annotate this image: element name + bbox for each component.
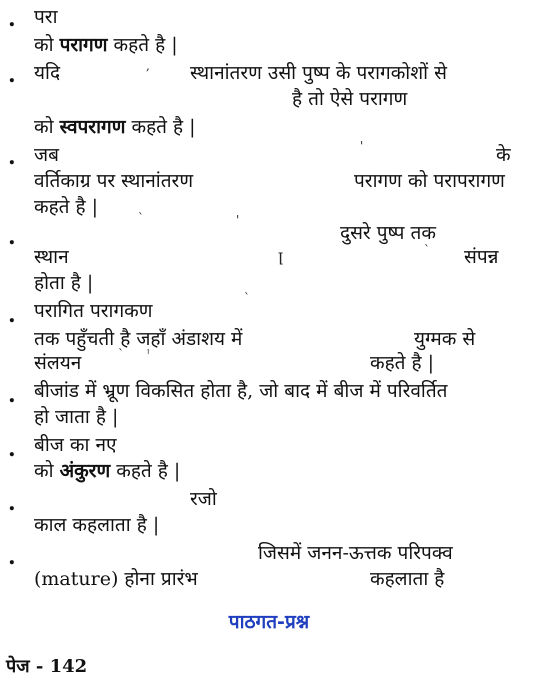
stray-mark: ` [118, 347, 124, 361]
text-fragment: दुसरे पुष्प तक [340, 222, 436, 244]
text-line [496, 143, 511, 167]
text-fragment: काल कहलाता है | [34, 514, 160, 536]
text-fragment: कहते है | [107, 34, 178, 56]
text-line [34, 33, 178, 57]
text-fragment: रजो [190, 488, 217, 510]
text-fragment: को [34, 116, 60, 138]
text-line [370, 567, 444, 591]
bullet: . [8, 490, 16, 516]
text-line [34, 459, 180, 483]
text-fragment: परागण को परापरागण [354, 170, 505, 192]
text-fragment: संलयन [34, 352, 82, 374]
stray-mark: ꞁ [278, 246, 284, 265]
text-fragment: कहलाता है [370, 568, 445, 590]
text-fragment: बीज का नए [34, 434, 117, 456]
stray-mark: ` [424, 243, 430, 257]
text-line [34, 351, 81, 375]
text-line [34, 433, 117, 457]
text-line [34, 245, 69, 269]
text-fragment: को [34, 460, 60, 482]
text-line [34, 271, 93, 295]
text-fragment: युग्मक से [414, 328, 476, 350]
text-fragment: कहते है | [125, 116, 196, 138]
bullet: . [8, 224, 16, 250]
text-fragment: के [496, 144, 511, 166]
text-fragment: (mature) होना प्रारंभ [34, 568, 198, 590]
text-fragment: जिसमें जनन-ऊत्तक परिपक्व [258, 542, 453, 564]
bullet: . [8, 436, 16, 462]
text-line [370, 351, 434, 375]
text-fragment: कहते है | [370, 352, 435, 374]
text-fragment: कहते है | [34, 196, 99, 218]
text-line [34, 513, 159, 537]
text-line [258, 541, 453, 565]
text-fragment: होता है | [34, 272, 94, 294]
bullet: . [8, 302, 16, 328]
text-line [34, 143, 59, 167]
text-line [190, 487, 217, 511]
text-fragment: स्थान [34, 246, 69, 268]
text-fragment: परागित परागकण [34, 300, 153, 322]
bullet: . [8, 544, 16, 570]
text-line [190, 61, 447, 85]
bullet: . [8, 144, 16, 170]
text-fragment: को [34, 34, 60, 56]
text-fragment: यदि [34, 62, 61, 84]
text-line [34, 115, 196, 139]
section-heading: पाठगत-प्रश्न [228, 611, 310, 633]
text-line [292, 87, 407, 111]
page-number: पेज - 142 [6, 656, 88, 677]
text-line [354, 169, 505, 193]
text-fragment: तक पहुँचती है जहाँ अंडाशय में [34, 328, 243, 350]
text-fragment: परा [34, 6, 58, 28]
text-line [34, 299, 152, 323]
text-line [34, 327, 242, 351]
bold-term: परागण [59, 34, 108, 56]
text-line [464, 245, 498, 269]
bold-term: अंकुरण [59, 460, 111, 482]
text-fragment: हो जाता है | [34, 406, 119, 428]
bullet: . [8, 6, 16, 32]
stray-mark: ' [360, 139, 364, 153]
bullet: . [8, 62, 16, 88]
text-fragment: कहते है | [110, 460, 181, 482]
text-line [34, 169, 193, 193]
text-line [414, 327, 475, 351]
text-fragment: स्थानांतरण उसी पुष्प के परागकोशों से [190, 62, 447, 84]
stray-mark: ꜛ [146, 347, 151, 361]
bullet: . [8, 382, 16, 408]
stray-mark: ` [244, 291, 250, 305]
text-line [34, 195, 98, 219]
text-fragment: जब [34, 144, 59, 166]
stray-mark: , [146, 59, 150, 73]
stray-mark: ' [236, 213, 240, 227]
text-line [34, 5, 57, 29]
text-line [340, 221, 436, 245]
text-line [34, 405, 118, 429]
text-fragment: वर्तिकाग्र पर स्थानांतरण [34, 170, 194, 192]
bold-term: स्वपरागण [59, 116, 126, 138]
text-line [34, 567, 198, 591]
stray-mark: ` [138, 211, 144, 225]
text-fragment: बीजांड में भ्रूण विकसित होता है, जो बाद में बीज में परिवर्तित [34, 380, 448, 402]
text-line [34, 379, 448, 403]
text-fragment: है तो ऐसे परागण [292, 88, 408, 110]
text-fragment: संपन्न [464, 246, 499, 268]
text-line [34, 61, 60, 85]
